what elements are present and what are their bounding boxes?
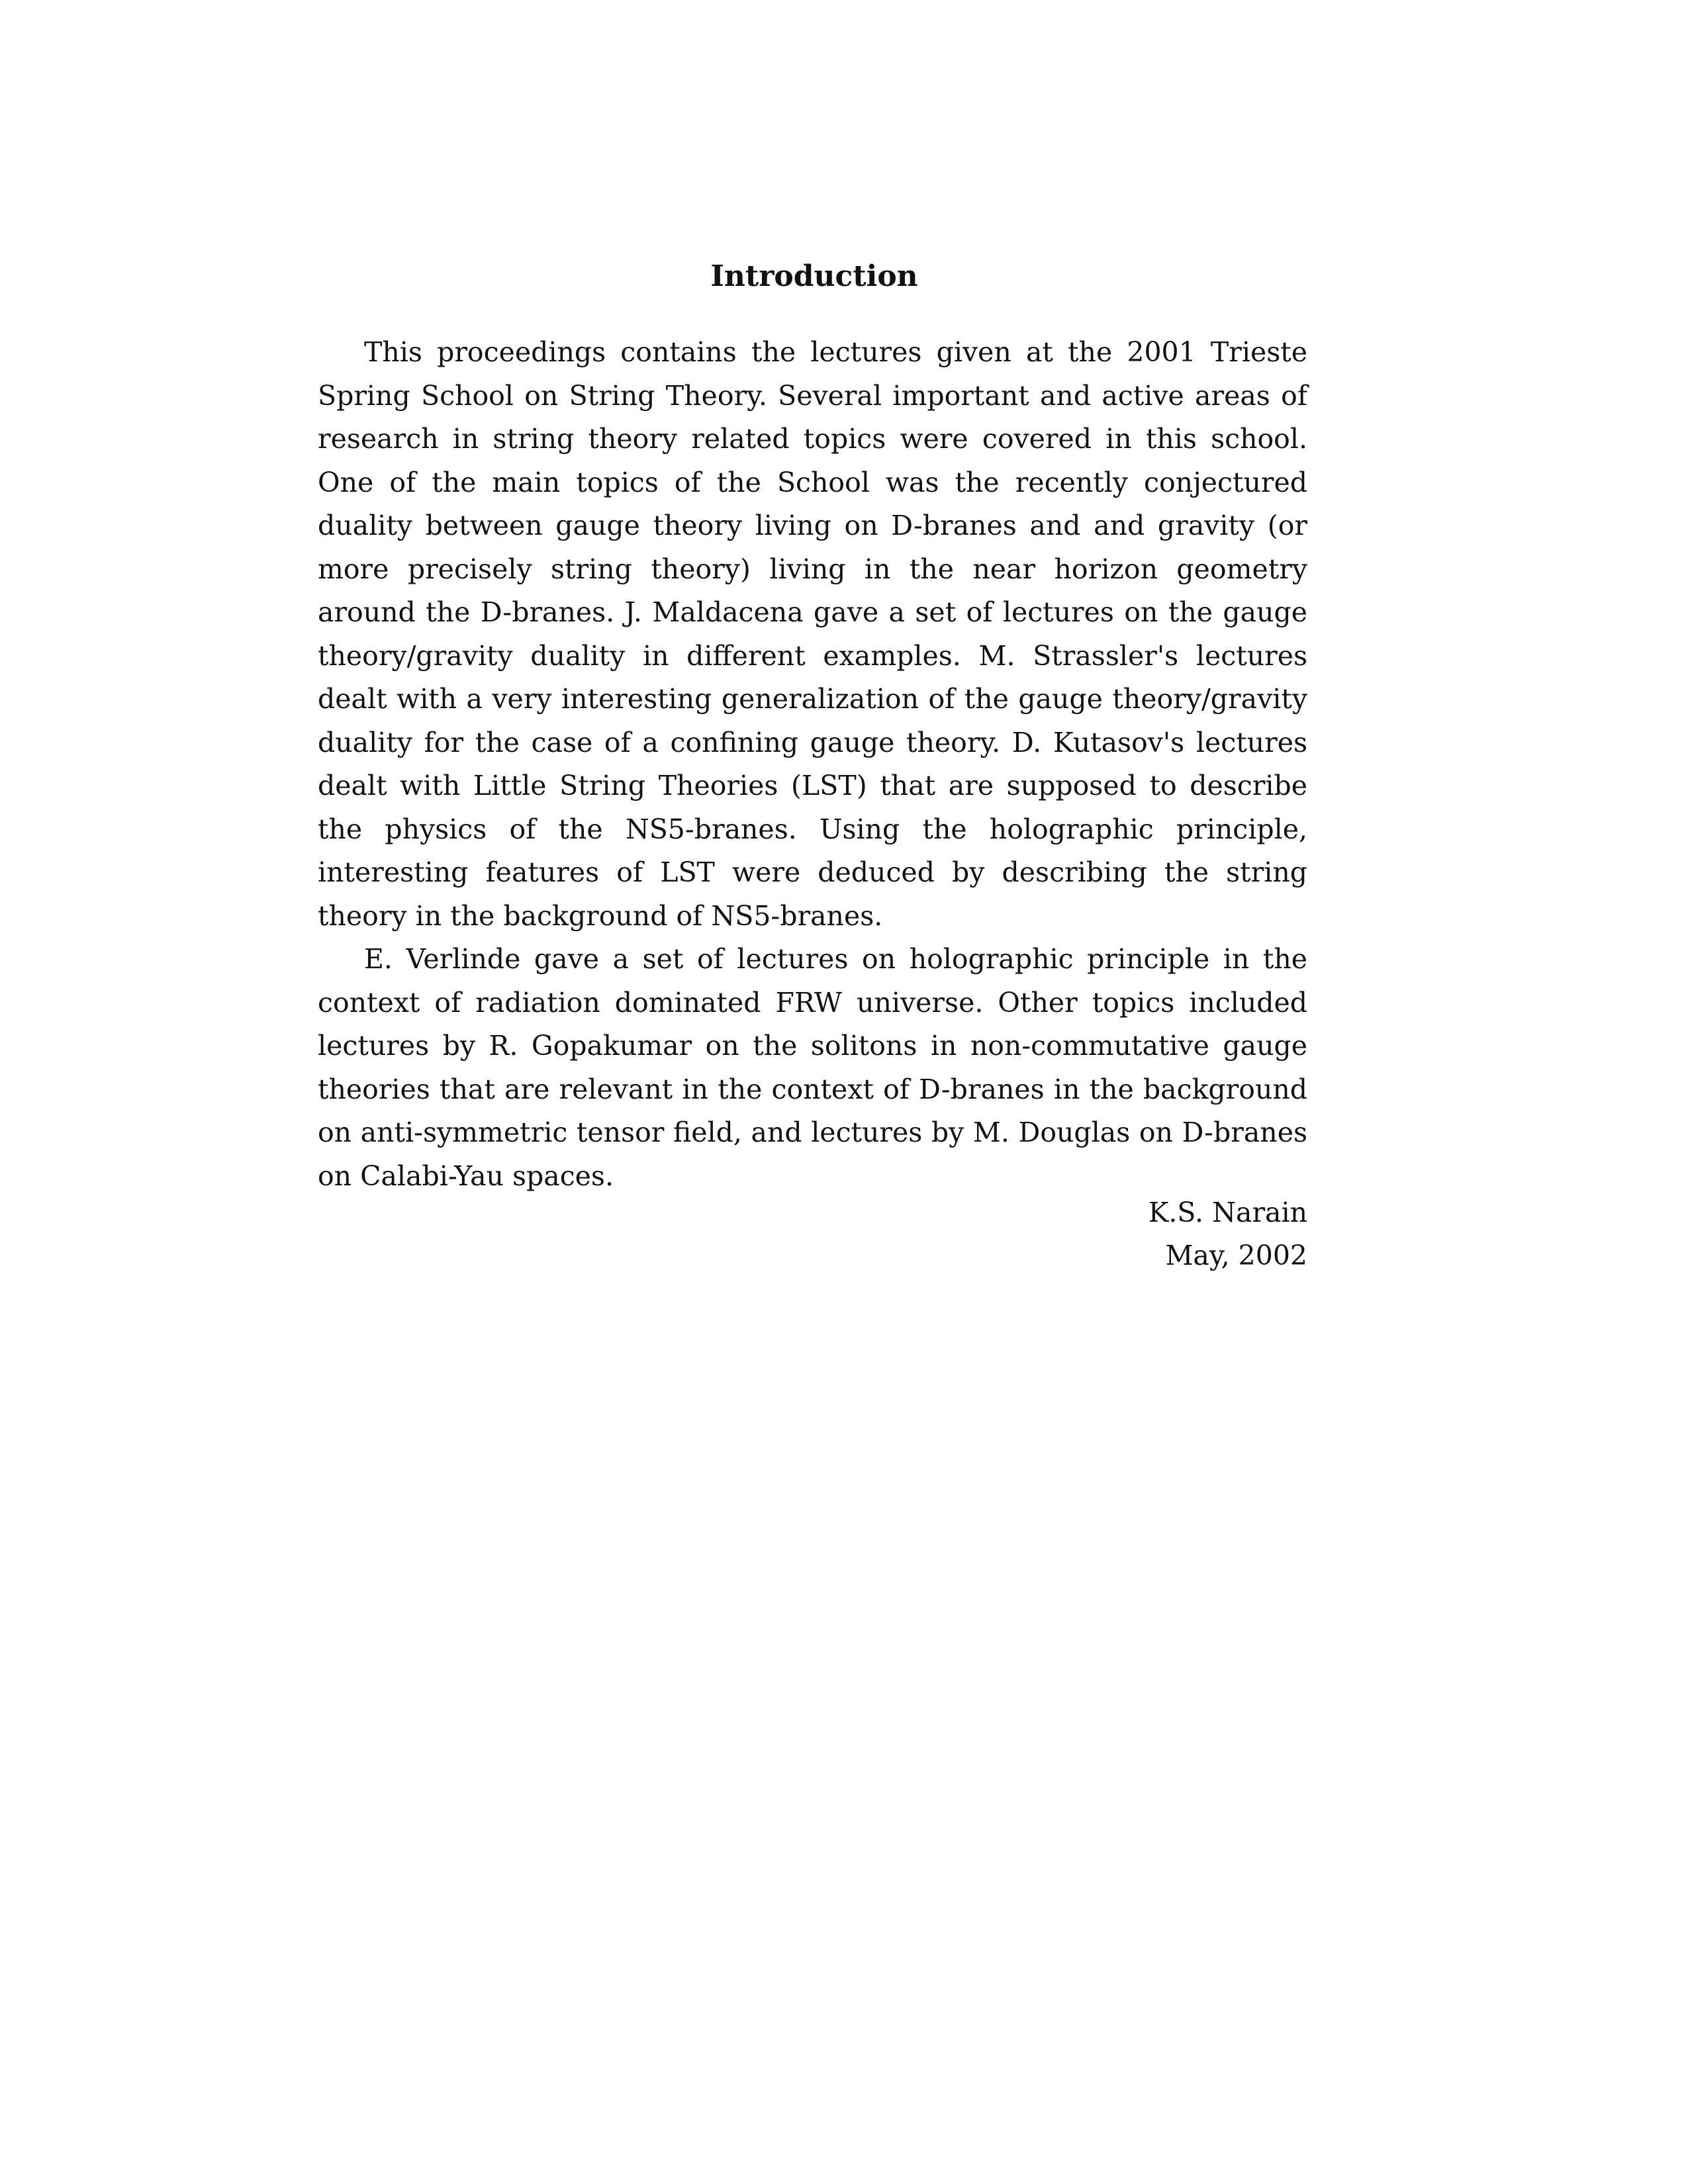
author-name: K.S. Narain [1148, 1197, 1307, 1228]
paragraph-2: E. Verlinde gave a set of lectures on holographic principle in the context of radiation dominated FRW universe. Other topics included lectures by R. Gopakumar on the solitons in non-commutative gauge theories that are relevant in the context of D-branes in the background on anti-symmetric tensor field, and lectures by M. Douglas on D-branes on Calabi-Yau spaces. [318, 943, 1307, 1192]
signature-block [1149, 1191, 1307, 1277]
paragraph-1: This proceedings contains the lectures given at the 2001 Trieste Spring School on String Theory. Several important and active areas of research in string theory related topics were covered in this school. One of the main topics of the School was the recently conjectured duality between gauge theory living on D-branes and and gravity (or more precisely string theory) living in the near horizon geometry around the D-branes. J. Maldacena gave a set of lectures on the gauge theory/gravity duality in different examples. M. Strassler's lectures dealt with a very interesting generalization of the gauge theory/gravity duality for the case of a confining gauge theory. D. Kutasov's lectures dealt with Little String Theories (LST) that are supposed to describe the physics of the NS5-branes. Using the holographic principle, interesting features of LST were deduced by describing the string theory in the background of NS5-branes. [318, 336, 1307, 932]
page-title: Introduction [710, 259, 918, 293]
body-text [318, 331, 1307, 1198]
signature-date: May, 2002 [1165, 1240, 1307, 1271]
